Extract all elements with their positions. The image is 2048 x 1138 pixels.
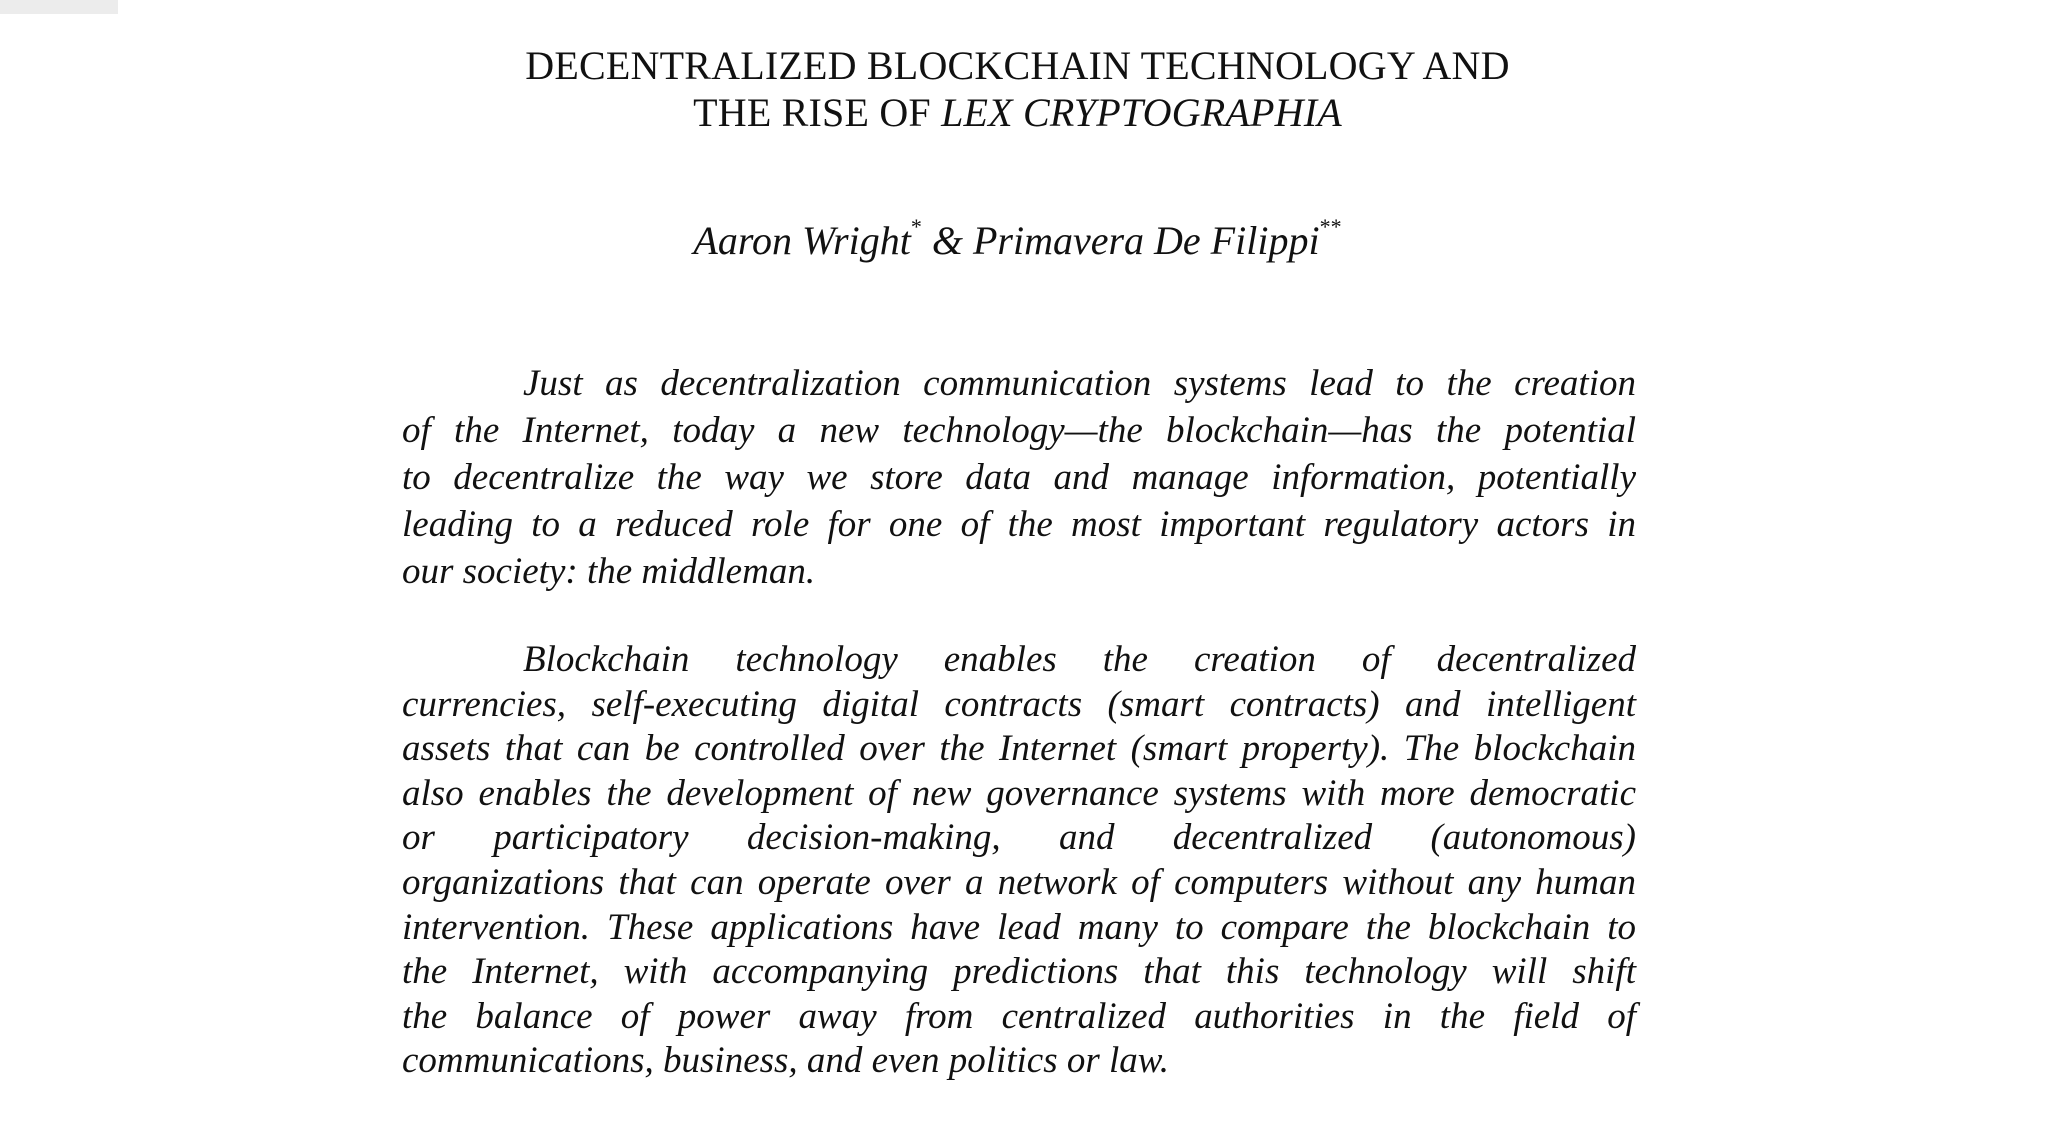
text-line: communications, business, and even politics or law. bbox=[402, 1040, 1169, 1082]
title-line-2-italic: LEX CRYPTOGRAPHIA bbox=[941, 90, 1342, 135]
title-line-2-prefix: THE RISE OF bbox=[693, 90, 942, 135]
text-line: the balance of power away from centralized authorities in the field of bbox=[402, 995, 1636, 1037]
author-footnote-mark: * bbox=[910, 214, 922, 239]
text-line: Just as decentralization communication systems lead to the creation bbox=[523, 363, 1636, 404]
text-line: intervention. These applications have lead many to compare the blockchain to bbox=[402, 906, 1636, 948]
text-line: or participatory decision-making, and decentralized (autonomous) bbox=[402, 817, 1636, 859]
text-line: to decentralize the way we store data and manage information, potentially bbox=[402, 457, 1636, 498]
text-line: also enables the development of new governance systems with more democratic bbox=[402, 772, 1636, 814]
text-line: Blockchain technology enables the creation of decentralized bbox=[523, 639, 1636, 680]
abstract-paragraph-1 bbox=[402, 360, 1636, 595]
author-footnote-mark: ** bbox=[1319, 214, 1342, 239]
title-line-1: DECENTRALIZED BLOCKCHAIN TECHNOLOGY AND bbox=[525, 43, 1510, 88]
text-line: leading to a reduced role for one of the most important regulatory actors in bbox=[402, 504, 1636, 545]
text-line: currencies, self-executing digital contracts (smart contracts) and intelligent bbox=[402, 683, 1636, 725]
text-line: organizations that can operate over a network of computers without any human bbox=[402, 861, 1636, 903]
text-line: our society: the middleman. bbox=[402, 551, 816, 592]
text-line: of the Internet, today a new technology—the blockchain—has the potential bbox=[402, 410, 1636, 451]
author-line bbox=[0, 216, 2035, 266]
paper-title bbox=[0, 42, 2035, 136]
abstract-paragraph-2 bbox=[402, 638, 1636, 1084]
title-line-2 bbox=[0, 89, 2035, 136]
author-name: Aaron Wright bbox=[693, 218, 911, 263]
author-separator: & bbox=[921, 218, 973, 263]
text-line: assets that can be controlled over the Internet (smart property). The blockchain bbox=[402, 728, 1636, 770]
corner-mark bbox=[0, 0, 118, 14]
text-line: the Internet, with accompanying predictions that this technology will shift bbox=[402, 951, 1636, 993]
author-name: Primavera De Filippi bbox=[972, 218, 1320, 263]
